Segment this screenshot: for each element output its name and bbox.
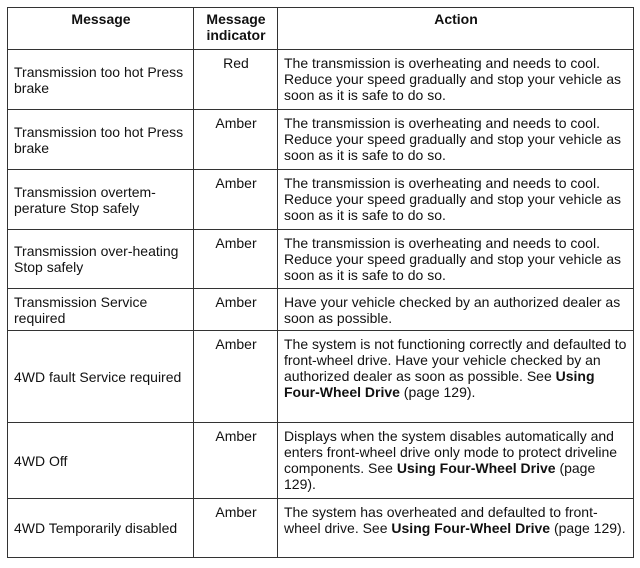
cross-reference-title: Using Four-Wheel Drive — [396, 460, 556, 476]
cross-reference-title: Using Four-Wheel Drive — [284, 368, 595, 400]
cross-reference-title: Using Four-Wheel Drive — [391, 520, 551, 536]
cross-reference-page: (page 129). — [284, 460, 596, 492]
message-cell: Transmission over-heating Stop safely — [8, 230, 194, 289]
action-text: Displays when the system disables automatically and enters front-wheel drive only mode to protect driveline components. See — [284, 428, 618, 476]
message-cell: Transmission too hot Press brake — [8, 50, 194, 110]
table-row — [8, 289, 634, 331]
action-cell — [278, 331, 634, 423]
cross-reference-page: (page 129). — [553, 520, 626, 536]
message-cell: 4WD fault Service required — [8, 331, 194, 423]
message-cell: Transmission overtem-perature Stop safely — [8, 170, 194, 230]
indicator-cell: Amber — [194, 423, 278, 499]
table-row — [8, 423, 634, 499]
message-cell: 4WD Temporarily disabled — [8, 499, 194, 558]
table-row — [8, 230, 634, 289]
action-cell: The transmission is overheating and needs to cool. Reduce your speed gradually and stop your vehicle as soon as it is safe to do so. — [278, 170, 634, 230]
message-cell: 4WD Off — [8, 423, 194, 499]
table-row — [8, 170, 634, 230]
action-cell — [278, 499, 634, 558]
table-header-row — [8, 8, 634, 50]
indicator-cell: Amber — [194, 230, 278, 289]
message-table — [7, 7, 634, 558]
action-cell — [278, 423, 634, 499]
table-row — [8, 331, 634, 423]
table-row — [8, 110, 634, 170]
table-row — [8, 499, 634, 558]
header-action: Action — [278, 8, 634, 50]
action-cell: The transmission is overheating and needs to cool. Reduce your speed gradually and stop your vehicle as soon as it is safe to do so. — [278, 230, 634, 289]
message-cell: Transmission too hot Press brake — [8, 110, 194, 170]
indicator-cell: Amber — [194, 170, 278, 230]
action-text: The system has overheated and defaulted to front-wheel drive. See — [284, 504, 598, 536]
indicator-cell: Amber — [194, 499, 278, 558]
table-row — [8, 50, 634, 110]
indicator-cell: Amber — [194, 289, 278, 331]
header-indicator: Message indicator — [194, 8, 278, 50]
indicator-cell: Amber — [194, 110, 278, 170]
action-text: The system is not functioning correctly and defaulted to front-wheel drive. Have your vehicle checked by an authorized dealer as soon as possible. See — [284, 336, 627, 384]
indicator-cell: Red — [194, 50, 278, 110]
cross-reference-page: (page 129). — [403, 384, 476, 400]
header-message: Message — [8, 8, 194, 50]
action-cell: The transmission is overheating and needs to cool. Reduce your speed gradually and stop your vehicle as soon as it is safe to do so. — [278, 50, 634, 110]
message-cell: Transmission Service required — [8, 289, 194, 331]
indicator-cell: Amber — [194, 331, 278, 423]
action-cell: The transmission is overheating and needs to cool. Reduce your speed gradually and stop your vehicle as soon as it is safe to do so. — [278, 110, 634, 170]
action-cell: Have your vehicle checked by an authorized dealer as soon as possible. — [278, 289, 634, 331]
